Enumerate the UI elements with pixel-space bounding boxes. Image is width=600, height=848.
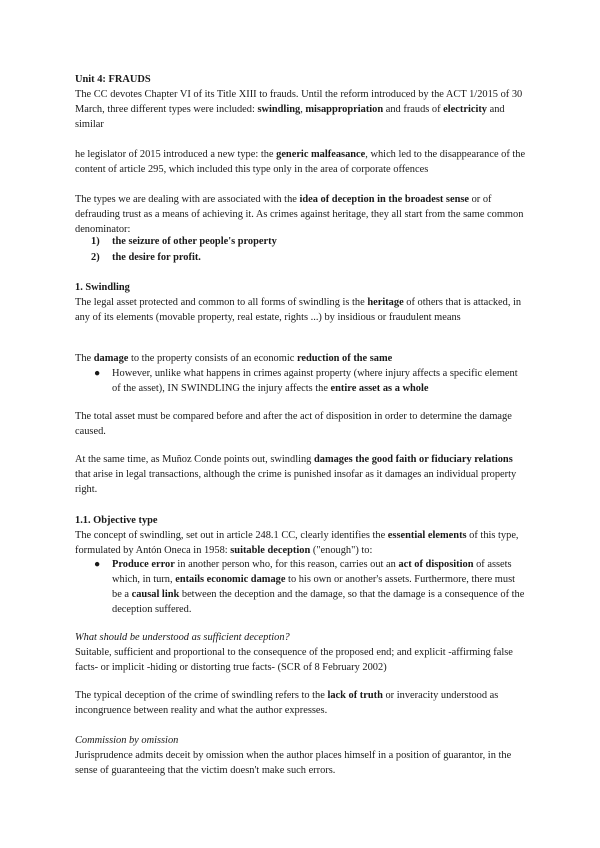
list-item-number: 1) <box>91 236 100 247</box>
intro-text-4: and similar <box>75 104 505 130</box>
list-item <box>91 557 527 617</box>
intro-bold-misappropriation: misappropriation <box>305 104 384 115</box>
bullet-text-2: of assets which, in turn, <box>112 559 512 585</box>
bullet-icon: ● <box>94 368 101 379</box>
legal-asset-bold: heritage <box>367 297 404 308</box>
damage-bold-1: damage <box>93 353 129 364</box>
legal-asset-paragraph <box>75 295 527 325</box>
sufficient-deception-answer: Suitable, sufficient and proportional to the consequence of the proposed end; and explicit -affirming false facts- or implicit -hiding or distorting true facts- (SCR of 8 February 2002) <box>75 647 513 673</box>
munoz-paragraph <box>75 452 527 497</box>
bullet-bold-3: entails economic damage <box>175 574 286 585</box>
types-text-1: The types we are dealing with are associated with the <box>75 194 300 205</box>
concept-text-1: The concept of swindling, set out in article 248.1 CC, clearly identifies the <box>75 530 388 541</box>
list-item-text: the seizure of other people's property <box>112 236 277 247</box>
total-asset-paragraph: The total asset must be compared before and after the act of disposition in order to determine the damage caused. <box>75 411 512 437</box>
intro-text-1: The CC devotes Chapter VI of its Title XIII to frauds. Until the reform introduced by the ACT 1/2015 of 30 March, three different types were included: <box>75 89 523 115</box>
denominator-list <box>91 234 527 266</box>
bullet-bold-4: causal link <box>131 589 180 600</box>
legal-asset-text-1: The legal asset protected and common to all forms of swindling is the <box>75 297 368 308</box>
concept-text-2: of this type, formulated by Antón Oneca in 1958: <box>75 530 519 556</box>
legislator-text-1: he legislator of 2015 introduced a new type: the <box>75 149 277 160</box>
section-heading-objective-type: 1.1. Objective type <box>75 515 158 526</box>
typical-text-1: The typical deception of the crime of swindling refers to the <box>75 690 328 701</box>
legislator-bold: generic malfeasance <box>276 149 366 160</box>
list-item-text: the desire for profit. <box>112 252 201 263</box>
bullet-text-3: to his own or another's assets. Furthermore, there must be a <box>112 574 516 600</box>
list-item <box>91 250 527 266</box>
intro-bold-swindling: swindling <box>257 104 301 115</box>
types-paragraph <box>75 192 527 237</box>
intro-text-2: , <box>300 104 306 115</box>
bullet-text-4: between the deception and the damage, so that the damage is a consequence of the deception suffered. <box>112 589 525 615</box>
bullet-text-1: However, unlike what happens in crimes against property (where injury affects a specific element of the asset), IN SWINDLING the injury affects the <box>112 368 518 394</box>
damage-bold-2: reduction of the same <box>296 353 393 364</box>
list-item <box>91 366 527 396</box>
typical-deception-paragraph <box>75 688 527 718</box>
damage-paragraph <box>75 351 527 366</box>
omission-heading: Commission by omission <box>75 735 179 746</box>
bullet-text-1: in another person who, for this reason, carries out an <box>174 559 399 570</box>
concept-text-3: ("enough") to: <box>310 545 373 556</box>
unit-title: Unit 4: FRAUDS <box>75 74 151 85</box>
intro-paragraph <box>75 87 527 132</box>
types-text-2: or of defrauding trust as a means of achieving it. As crimes against heritage, they all start from the same common denominator: <box>75 194 524 235</box>
list-item-number: 2) <box>91 252 100 263</box>
munoz-text-1: At the same time, as Muñoz Conde points out, swindling <box>75 454 314 465</box>
produce-bullet-list <box>91 557 527 617</box>
bullet-bold: entire asset as a whole <box>330 383 429 394</box>
omission-paragraph: Jurisprudence admits deceit by omission when the author places himself in a position of guarantor, in the sense of guaranteeing that the victim doesn't make such errors. <box>75 750 512 776</box>
intro-bold-electricity: electricity <box>443 104 488 115</box>
bullet-bold-2: act of disposition <box>398 559 474 570</box>
damage-text-1: The <box>75 353 94 364</box>
bullet-icon: ● <box>94 559 101 570</box>
bullet-bold-1: Produce error <box>112 559 175 570</box>
concept-bold-1: essential elements <box>387 530 467 541</box>
section-heading-swindling: 1. Swindling <box>75 282 130 293</box>
munoz-text-2: that arise in legal transactions, although the crime is punished insofar as it damages an individual property right. <box>75 469 517 495</box>
concept-bold-2: suitable deception <box>230 545 311 556</box>
concept-paragraph <box>75 528 527 558</box>
typical-text-2: or inveracity understood as incongruence between reality and what the author expresses. <box>75 690 499 716</box>
typical-bold: lack of truth <box>327 690 383 701</box>
munoz-bold: damages the good faith or fiduciary relations <box>313 454 513 465</box>
sufficient-deception-question: What should be understood as sufficient deception? <box>75 632 290 643</box>
types-bold: idea of deception in the broadest sense <box>299 194 470 205</box>
list-item <box>91 234 527 250</box>
damage-text-2: to the property consists of an economic <box>128 353 297 364</box>
damage-bullet-list <box>91 366 527 396</box>
legal-asset-text-2: of others that is attacked, in any of its elements (movable property, real estate, rights ...) by insidious or fraudulent means <box>75 297 522 323</box>
legislator-paragraph <box>75 147 527 177</box>
legislator-text-2: , which led to the disappearance of the content of article 295, which included this type only in the area of corporate offences <box>75 149 526 175</box>
intro-text-3: and frauds of <box>383 104 444 115</box>
